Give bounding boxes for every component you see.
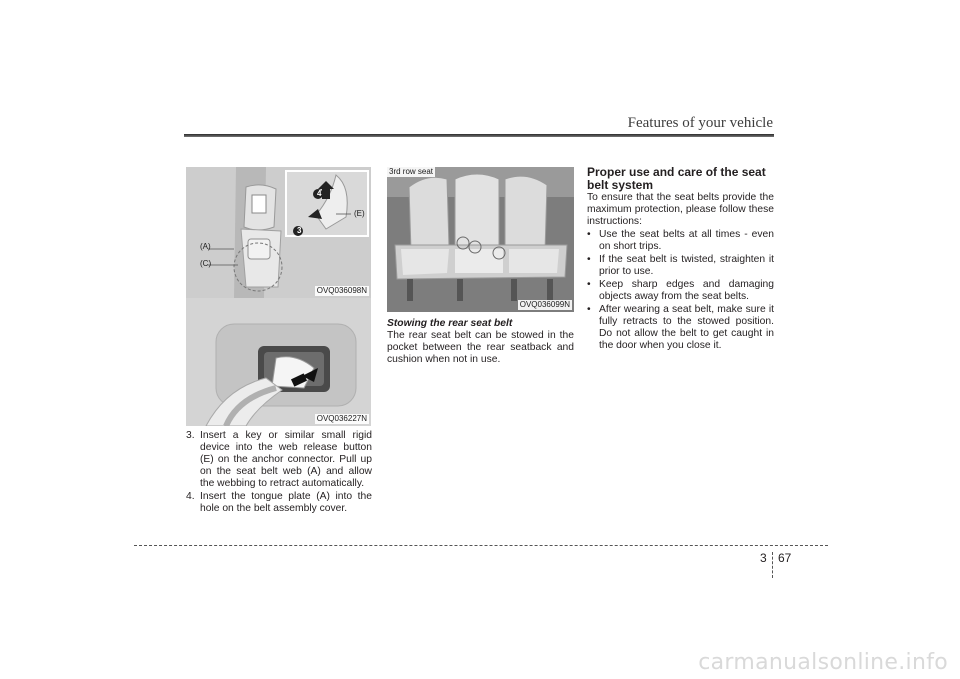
step-number: 3. [186,430,195,441]
list-item [587,229,774,253]
list-item [587,254,774,278]
tongue-plate-illustration [186,298,371,426]
label-a: (A) [200,242,211,251]
step-text: Insert a key or similar small rigid device into the web release button (E) on the anchor connector. Pull up on the seat belt web (A) and allow the webbing to retract automatically. [200,430,372,489]
bullet-icon: • [587,279,591,290]
list-item [587,279,774,303]
figure-tag: 3rd row seat [389,167,434,176]
bullet-icon: • [587,254,591,265]
step-text: Insert the tongue plate (A) into the hole on the belt assembly cover. [200,491,372,514]
watermark-text: carmanualsonline.info [698,650,948,675]
label-e: (E) [354,209,365,218]
figure-tongue-plate [186,298,371,426]
figure-code: OVQ036099N [519,300,570,309]
belt-release-illustration [186,167,371,298]
header-rule [184,134,774,137]
figure-code: OVQ036227N [316,414,367,423]
section-body: The rear seat belt can be stowed in the pocket between the rear seatback and cushion when not in use. [387,330,574,365]
chapter-number: 3 [760,551,767,565]
list-item [186,430,372,490]
section-intro: To ensure that the seat belts provide the maximum protection, please follow these instructions: [587,192,774,227]
third-row-seat-illustration [387,167,574,312]
middle-column-text [387,318,574,366]
bullet-text: After wearing a seat belt, make sure it fully retracts to the stowed position. Do not allow the belt to get caught in the door when you close it. [599,304,774,351]
step-4-label: 4 [317,189,322,198]
section-subheading: Stowing the rear seat belt [387,318,513,329]
label-c: (C) [200,259,212,268]
bullet-icon: • [587,304,591,315]
left-column-text [186,430,372,516]
page-number-divider [772,552,773,578]
figure-belt-release [186,167,371,298]
list-item [587,304,774,352]
step-3-label: 3 [297,226,302,235]
step-number: 4. [186,491,195,502]
bullet-text: Use the seat belts at all times - even on short trips. [599,229,774,252]
bullet-text: If the seat belt is twisted, straighten it prior to use. [599,254,774,277]
footer-rule [134,545,828,546]
bullet-text: Keep sharp edges and damaging objects away from the seat belts. [599,279,774,302]
page-header-title: Features of your vehicle [627,115,773,131]
right-column-text [587,166,774,353]
figure-code: OVQ036098N [316,286,367,295]
list-item [186,491,372,515]
bullet-icon: • [587,229,591,240]
section-heading: Proper use and care of the seat belt system [587,165,766,192]
figure-third-row-seat [387,167,574,312]
page-number: 67 [778,551,792,565]
bullet-list [587,229,774,352]
steps-list [186,430,372,515]
